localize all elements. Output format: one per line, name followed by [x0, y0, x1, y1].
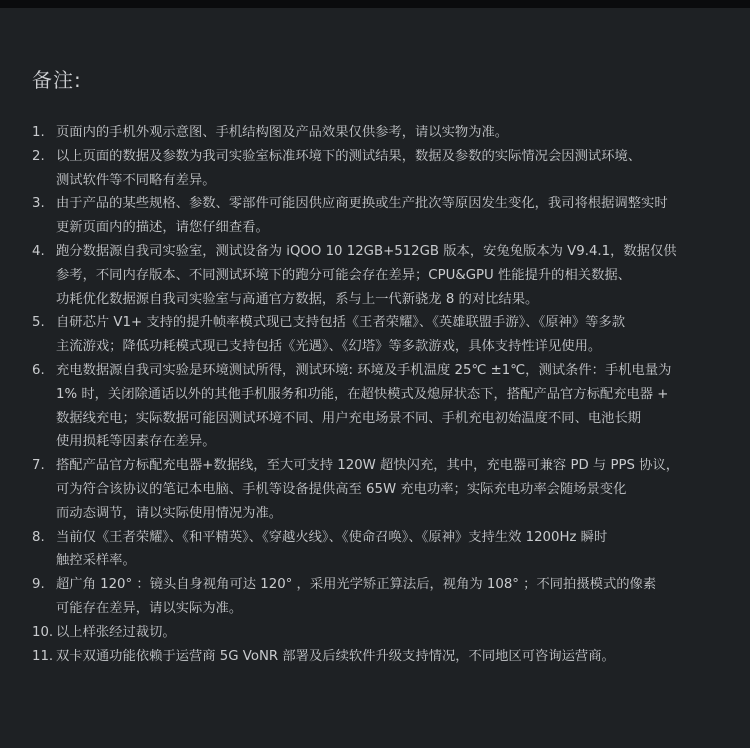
note-text-line: 测试软件等不同略有差异。	[56, 172, 216, 188]
notes-page	[0, 8, 750, 748]
note-text-line: 功耗优化数据源自我司实验室与高通官方数据，系与上一代新骁龙 8 的对比结果。	[56, 291, 539, 307]
note-text-line: 1% 时，关闭除通话以外的其他手机服务和功能，在超快模式及熄屏状态下，搭配产品官方标配充电器 +	[56, 386, 669, 402]
note-text-line: 更新页面内的描述，请您仔细查看。	[56, 220, 269, 236]
note-text-line: 当前仅《王者荣耀》、《和平精英》、《穿越火线》、《使命召唤》、《原神》支持生效 1200Hz 瞬时	[56, 529, 608, 545]
note-number: 3.	[32, 196, 45, 212]
note-number: 10.	[32, 624, 54, 640]
note-item	[32, 121, 744, 145]
note-number: 5.	[32, 315, 45, 331]
note-text-line: 以上样张经过裁切。	[56, 624, 176, 640]
note-number: 7.	[32, 458, 45, 474]
note-number: 9.	[32, 577, 45, 593]
note-text-line: 由于产品的某些规格、参数、零部件可能因供应商更换或生产批次等原因发生变化，我司将根据调整实时	[56, 196, 668, 212]
note-number: 6.	[32, 362, 45, 378]
note-text-line: 搭配产品官方标配充电器+数据线，至大可支持 120W 超快闪充，其中，充电器可兼容 PD 与 PPS 协议，	[56, 458, 680, 474]
note-text-line: 双卡双通功能依赖于运营商 5G VoNR 部署及后续软件升级支持情况，不同地区可咨询运营商。	[56, 648, 615, 664]
note-number: 2.	[32, 148, 45, 164]
note-item	[32, 145, 744, 193]
note-number: 8.	[32, 529, 45, 545]
note-number: 1.	[32, 125, 45, 140]
note-text-line: 充电数据源自我司实验是环境测试所得，测试环境: 环境及手机温度 25℃ ±1℃，测试条件：手机电量为	[56, 362, 672, 378]
note-text-line: 参考，不同内存版本、不同测试环境下的跑分可能会存在差异；CPU&GPU 性能提升的相关数据、	[56, 267, 631, 283]
note-text-line: 主流游戏；降低功耗模式现已支持包括《光遇》、《幻塔》等多款游戏，具体支持性详见使用。	[56, 339, 602, 355]
note-item	[32, 240, 744, 311]
note-text-line: 超广角 120° ：镜头自身视角可达 120° ，采用光学矫正算法后，视角为 108° ；不同拍摄模式的像素	[56, 577, 657, 593]
notes-list	[32, 121, 744, 668]
note-text-line: 可为符合该协议的笔记本电脑、手机等设备提供高至 65W 充电功率；实际充电功率会随场景变化	[56, 481, 627, 497]
top-dark-bar	[0, 0, 750, 8]
note-item	[32, 645, 744, 669]
note-text-line: 页面内的手机外观示意图、手机结构图及产品效果仅供参考，请以实物为准。	[56, 125, 509, 140]
note-text-line: 使用损耗等因素存在差异。	[56, 434, 216, 450]
note-number: 4.	[32, 243, 45, 259]
note-item	[32, 573, 744, 621]
notes-title: 备注:	[32, 68, 82, 92]
note-item	[32, 526, 744, 574]
note-item	[32, 454, 744, 525]
note-number: 11.	[32, 648, 54, 664]
note-text-line: 可能存在差异，请以实际为准。	[56, 600, 243, 616]
note-item	[32, 621, 744, 645]
note-text-line: 跑分数据源自我司实验室，测试设备为 iQOO 10 12GB+512GB 版本，安兔兔版本为 V9.4.1，数据仅供	[56, 243, 677, 259]
note-text-line: 而动态调节，请以实际使用情况为准。	[56, 505, 283, 521]
note-text-line: 自研芯片 V1+ 支持的提升帧率模式现已支持包括《王者荣耀》、《英雄联盟手游》、《原神》等多款	[56, 315, 626, 331]
note-item	[32, 359, 744, 454]
note-text-line: 触控采样率。	[56, 553, 136, 569]
note-text-line: 以上页面的数据及参数为我司实验室标准环境下的测试结果，数据及参数的实际情况会因测试环境、	[56, 148, 642, 164]
note-text-line: 数据线充电；实际数据可能因测试环境不同、用户充电场景不同、手机充电初始温度不同、电池长期	[56, 410, 642, 426]
note-item	[32, 311, 744, 359]
note-item	[32, 192, 744, 240]
